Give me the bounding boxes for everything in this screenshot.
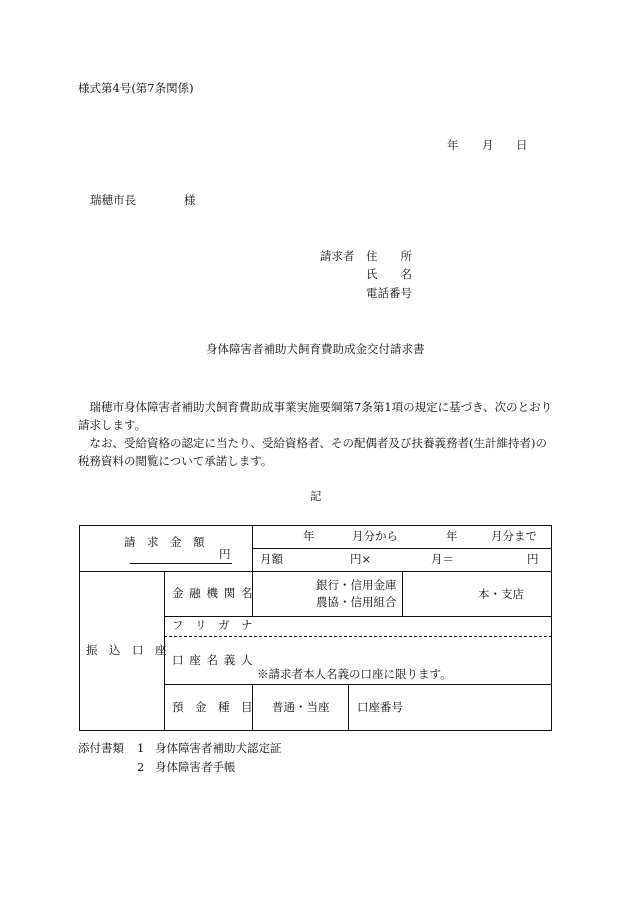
table-row-line — [79, 571, 552, 572]
body-paragraph-1: 瑞穂市身体障害者補助犬飼育費助成事業実施要綱第7条第1項の規定に基づき、次のとおり請求します。 — [78, 400, 553, 432]
table-border-right — [551, 525, 552, 731]
attachment-item: 身体障害者補助犬認定証 — [155, 741, 282, 755]
period-month-from: 月分から — [352, 529, 398, 543]
deposit-type-label: 預 金 種 目 — [172, 700, 253, 714]
amount-underline — [130, 563, 232, 564]
table-col-line — [402, 571, 403, 617]
amount-yen: 円 — [219, 547, 231, 561]
period-month-to: 月分まで — [491, 529, 537, 543]
transfer-account-label: 振 込 口 座 — [86, 643, 167, 657]
claimant-name-label: 氏 名 — [366, 267, 412, 281]
calc-yen: 円 — [527, 552, 539, 566]
date-year: 年 — [447, 138, 459, 152]
addressee-name: 瑞穂市長 — [90, 193, 136, 207]
table-row-line — [252, 548, 552, 549]
body-text — [78, 398, 556, 470]
amount-label: 請 求 金 額 — [124, 535, 205, 549]
deposit-types: 普通・当座 — [272, 700, 330, 714]
ki-label: 記 — [310, 489, 322, 503]
date-month: 月 — [482, 138, 494, 152]
account-holder-label: 口座名義人 — [172, 653, 259, 667]
bank-options-1: 銀行・信用金庫 — [316, 578, 397, 592]
table-col-line — [252, 525, 253, 572]
account-number-label: 口座番号 — [357, 700, 403, 714]
table-col-line — [348, 684, 349, 731]
calc-month-equals: 月＝ — [431, 552, 454, 566]
period-year1: 年 — [303, 529, 315, 543]
table-border-left — [79, 525, 80, 731]
period-year2: 年 — [446, 529, 458, 543]
date-day: 日 — [516, 138, 528, 152]
claimant-label: 請求者 — [320, 249, 355, 263]
table-border-top — [79, 525, 552, 526]
table-border-bottom — [79, 730, 552, 731]
attachment-num: 1 — [137, 741, 145, 755]
attachment-item: 身体障害者手帳 — [155, 760, 236, 774]
addressee-honorific: 様 — [184, 193, 196, 207]
account-holder-note: ※請求者本人名義の口座に限ります。 — [257, 667, 452, 681]
calc-monthly: 月額 — [260, 552, 283, 566]
bank-name-label: 金融機関名 — [172, 586, 259, 600]
claimant-phone-label: 電話番号 — [366, 286, 412, 300]
table-dashed-line — [164, 636, 552, 637]
table-row-line — [164, 684, 552, 685]
attachments-label: 添付書類 — [78, 741, 124, 755]
document-title: 身体障害者補助犬飼育費助成金交付請求書 — [206, 342, 425, 356]
form-number: 様式第4号(第7条関係) — [78, 81, 194, 95]
furigana-label: フ リ ガ ナ — [172, 618, 253, 632]
calc-yen-times: 円× — [350, 552, 372, 566]
bank-options-2: 農協・信用組合 — [316, 595, 397, 609]
table-row-line — [164, 616, 552, 617]
claimant-address-label: 住 所 — [366, 249, 412, 263]
branch-label: 本・支店 — [478, 587, 524, 601]
attachment-num: 2 — [137, 760, 145, 774]
body-paragraph-2: なお、受給資格の認定に当たり、受給資格者、その配偶者及び扶養義務者(生計維持者)の税務資料の閲覧について承諾します。 — [78, 436, 547, 468]
